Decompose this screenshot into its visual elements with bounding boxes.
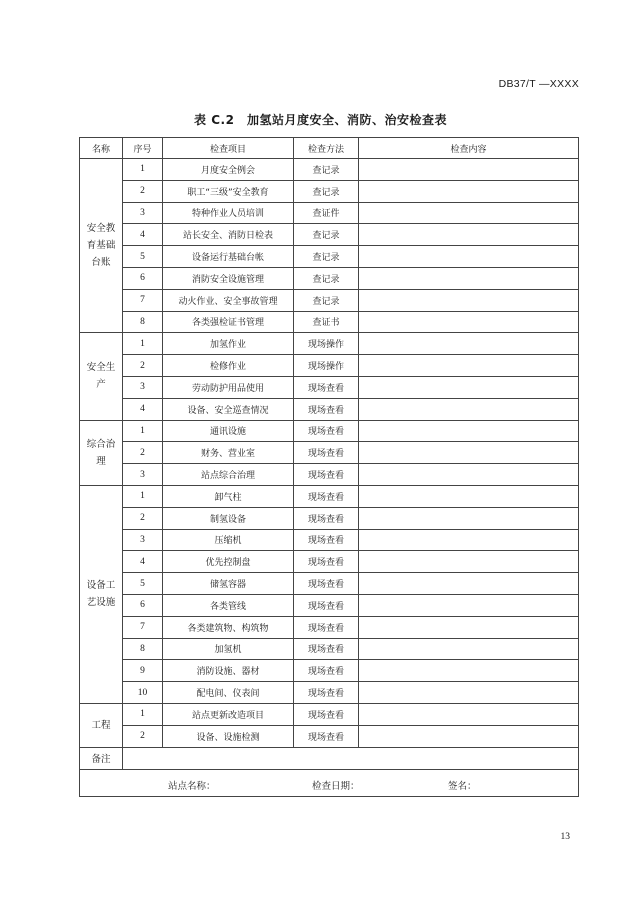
check-item: 储氢容器 bbox=[163, 573, 294, 595]
notes-label: 备注 bbox=[80, 747, 123, 769]
check-item: 各类强检证书管理 bbox=[163, 311, 294, 333]
row-index: 6 bbox=[123, 267, 163, 289]
group-name: 综合治理 bbox=[86, 438, 116, 467]
row-index: 1 bbox=[123, 420, 163, 442]
group-name-cell bbox=[80, 333, 123, 420]
check-method: 现场查看 bbox=[294, 616, 359, 638]
row-index: 3 bbox=[123, 529, 163, 551]
row-index: 3 bbox=[123, 202, 163, 224]
table-title: 表 C.2 加氢站月度安全、消防、治安检查表 bbox=[194, 113, 447, 127]
check-content-cell[interactable] bbox=[359, 638, 579, 660]
table-row bbox=[80, 246, 579, 268]
row-index: 2 bbox=[123, 442, 163, 464]
check-content-cell[interactable] bbox=[359, 420, 579, 442]
table-row bbox=[80, 180, 579, 202]
check-content-cell[interactable] bbox=[359, 333, 579, 355]
table-row bbox=[80, 703, 579, 725]
check-item: 站长安全、消防日检表 bbox=[163, 224, 294, 246]
check-item: 财务、营业室 bbox=[163, 442, 294, 464]
table-row bbox=[80, 529, 579, 551]
check-method: 现场查看 bbox=[294, 573, 359, 595]
col-header-name: 名称 bbox=[80, 138, 123, 159]
row-index: 1 bbox=[123, 703, 163, 725]
table-row bbox=[80, 420, 579, 442]
row-index: 1 bbox=[123, 485, 163, 507]
check-item: 动火作业、安全事故管理 bbox=[163, 289, 294, 311]
check-content-cell[interactable] bbox=[359, 725, 579, 747]
check-item: 站点综合治理 bbox=[163, 464, 294, 486]
row-index: 4 bbox=[123, 224, 163, 246]
table-row bbox=[80, 594, 579, 616]
check-content-cell[interactable] bbox=[359, 202, 579, 224]
check-content-cell[interactable] bbox=[359, 464, 579, 486]
table-row bbox=[80, 355, 579, 377]
check-method: 查证书 bbox=[294, 311, 359, 333]
check-method: 现场查看 bbox=[294, 529, 359, 551]
group-name: 设备工艺设施 bbox=[86, 580, 116, 609]
group-name-cell bbox=[80, 420, 123, 485]
check-item: 配电间、仪表间 bbox=[163, 682, 294, 704]
group-name-cell bbox=[80, 485, 123, 703]
table-row bbox=[80, 398, 579, 420]
row-index: 3 bbox=[123, 376, 163, 398]
check-content-cell[interactable] bbox=[359, 485, 579, 507]
check-item: 加氢作业 bbox=[163, 333, 294, 355]
check-method: 现场查看 bbox=[294, 682, 359, 704]
col-header-method: 检查方法 bbox=[294, 138, 359, 159]
check-item: 压缩机 bbox=[163, 529, 294, 551]
check-content-cell[interactable] bbox=[359, 376, 579, 398]
col-header-item: 检查项目 bbox=[163, 138, 294, 159]
check-method: 现场查看 bbox=[294, 638, 359, 660]
row-index: 2 bbox=[123, 725, 163, 747]
check-method: 现场查看 bbox=[294, 660, 359, 682]
check-item: 各类建筑物、构筑物 bbox=[163, 616, 294, 638]
group-name: 工程 bbox=[91, 719, 111, 731]
table-row bbox=[80, 267, 579, 289]
check-method: 现场查看 bbox=[294, 485, 359, 507]
table-row bbox=[80, 551, 579, 573]
check-method: 现场查看 bbox=[294, 703, 359, 725]
check-method: 查记录 bbox=[294, 224, 359, 246]
check-method: 现场查看 bbox=[294, 507, 359, 529]
check-date-label: 检查日期： bbox=[312, 780, 360, 792]
check-method: 现场查看 bbox=[294, 551, 359, 573]
group-name-cell bbox=[80, 159, 123, 333]
group-name-cell bbox=[80, 703, 123, 747]
signature-label: 签名： bbox=[448, 780, 477, 792]
table-row bbox=[80, 485, 579, 507]
row-index: 1 bbox=[123, 333, 163, 355]
table-row bbox=[80, 725, 579, 747]
station-name-label: 站点名称： bbox=[168, 780, 216, 792]
check-content-cell[interactable] bbox=[359, 224, 579, 246]
row-index: 9 bbox=[123, 660, 163, 682]
notes-row bbox=[80, 747, 579, 769]
row-index: 5 bbox=[123, 573, 163, 595]
check-method: 查记录 bbox=[294, 180, 359, 202]
check-content-cell[interactable] bbox=[359, 507, 579, 529]
check-item: 站点更新改造项目 bbox=[163, 703, 294, 725]
check-content-cell[interactable] bbox=[359, 289, 579, 311]
row-index: 4 bbox=[123, 551, 163, 573]
table-row bbox=[80, 616, 579, 638]
notes-cell[interactable] bbox=[123, 747, 579, 769]
table-row bbox=[80, 224, 579, 246]
check-item: 职工“三级”安全教育 bbox=[163, 180, 294, 202]
check-method: 查记录 bbox=[294, 267, 359, 289]
table-row bbox=[80, 573, 579, 595]
check-content-cell[interactable] bbox=[359, 703, 579, 725]
check-method: 现场查看 bbox=[294, 420, 359, 442]
check-content-cell[interactable] bbox=[359, 616, 579, 638]
check-method: 现场查看 bbox=[294, 464, 359, 486]
check-method: 查记录 bbox=[294, 289, 359, 311]
check-item: 检修作业 bbox=[163, 355, 294, 377]
document-code: DB37/T —XXXX bbox=[498, 78, 579, 90]
check-content-cell[interactable] bbox=[359, 573, 579, 595]
check-content-cell[interactable] bbox=[359, 682, 579, 704]
check-item: 卸气柱 bbox=[163, 485, 294, 507]
row-index: 2 bbox=[123, 355, 163, 377]
check-item: 劳动防护用品使用 bbox=[163, 376, 294, 398]
row-index: 10 bbox=[123, 682, 163, 704]
table-row bbox=[80, 202, 579, 224]
table-row bbox=[80, 442, 579, 464]
group-name: 安全生产 bbox=[86, 362, 116, 391]
row-index: 2 bbox=[123, 507, 163, 529]
check-method: 现场操作 bbox=[294, 333, 359, 355]
table-row bbox=[80, 159, 579, 181]
group-name: 安全教育基础台账 bbox=[86, 223, 116, 269]
check-method: 查证件 bbox=[294, 202, 359, 224]
check-content-cell[interactable] bbox=[359, 551, 579, 573]
check-content-cell[interactable] bbox=[359, 159, 579, 181]
table-row bbox=[80, 333, 579, 355]
check-content-cell[interactable] bbox=[359, 180, 579, 202]
check-content-cell[interactable] bbox=[359, 442, 579, 464]
check-method: 现场查看 bbox=[294, 442, 359, 464]
check-content-cell[interactable] bbox=[359, 267, 579, 289]
table-row bbox=[80, 682, 579, 704]
row-index: 6 bbox=[123, 594, 163, 616]
check-item: 制氢设备 bbox=[163, 507, 294, 529]
check-content-cell[interactable] bbox=[359, 660, 579, 682]
check-item: 设备运行基础台帐 bbox=[163, 246, 294, 268]
check-method: 现场查看 bbox=[294, 376, 359, 398]
check-method: 现场查看 bbox=[294, 725, 359, 747]
check-method: 查记录 bbox=[294, 159, 359, 181]
check-method: 现场操作 bbox=[294, 355, 359, 377]
row-index: 1 bbox=[123, 159, 163, 181]
col-header-content: 检查内容 bbox=[359, 138, 579, 159]
check-item: 消防设施、器材 bbox=[163, 660, 294, 682]
check-item: 优先控制盘 bbox=[163, 551, 294, 573]
check-content-cell[interactable] bbox=[359, 529, 579, 551]
row-index: 8 bbox=[123, 638, 163, 660]
inspection-table bbox=[79, 137, 579, 797]
table-row bbox=[80, 660, 579, 682]
table-row bbox=[80, 638, 579, 660]
check-content-cell[interactable] bbox=[359, 311, 579, 333]
col-header-index: 序号 bbox=[123, 138, 163, 159]
table-row bbox=[80, 464, 579, 486]
check-content-cell[interactable] bbox=[359, 594, 579, 616]
check-method: 现场查看 bbox=[294, 398, 359, 420]
check-item: 月度安全例会 bbox=[163, 159, 294, 181]
check-method: 现场查看 bbox=[294, 594, 359, 616]
row-index: 7 bbox=[123, 289, 163, 311]
table-row bbox=[80, 289, 579, 311]
check-content-cell[interactable] bbox=[359, 398, 579, 420]
check-method: 查记录 bbox=[294, 246, 359, 268]
check-item: 设备、安全巡查情况 bbox=[163, 398, 294, 420]
signature-row bbox=[80, 769, 579, 796]
check-item: 消防安全设施管理 bbox=[163, 267, 294, 289]
table-body bbox=[80, 159, 579, 748]
header-row bbox=[80, 138, 579, 159]
table-row bbox=[80, 311, 579, 333]
row-index: 7 bbox=[123, 616, 163, 638]
check-item: 通讯设施 bbox=[163, 420, 294, 442]
row-index: 2 bbox=[123, 180, 163, 202]
row-index: 5 bbox=[123, 246, 163, 268]
check-item: 设备、设施检测 bbox=[163, 725, 294, 747]
signature-line bbox=[80, 770, 578, 796]
row-index: 4 bbox=[123, 398, 163, 420]
row-index: 8 bbox=[123, 311, 163, 333]
row-index: 3 bbox=[123, 464, 163, 486]
check-item: 加氢机 bbox=[163, 638, 294, 660]
table-row bbox=[80, 376, 579, 398]
check-item: 特种作业人员培训 bbox=[163, 202, 294, 224]
page-number: 13 bbox=[560, 832, 570, 842]
table-row bbox=[80, 507, 579, 529]
check-item: 各类管线 bbox=[163, 594, 294, 616]
check-content-cell[interactable] bbox=[359, 355, 579, 377]
check-content-cell[interactable] bbox=[359, 246, 579, 268]
